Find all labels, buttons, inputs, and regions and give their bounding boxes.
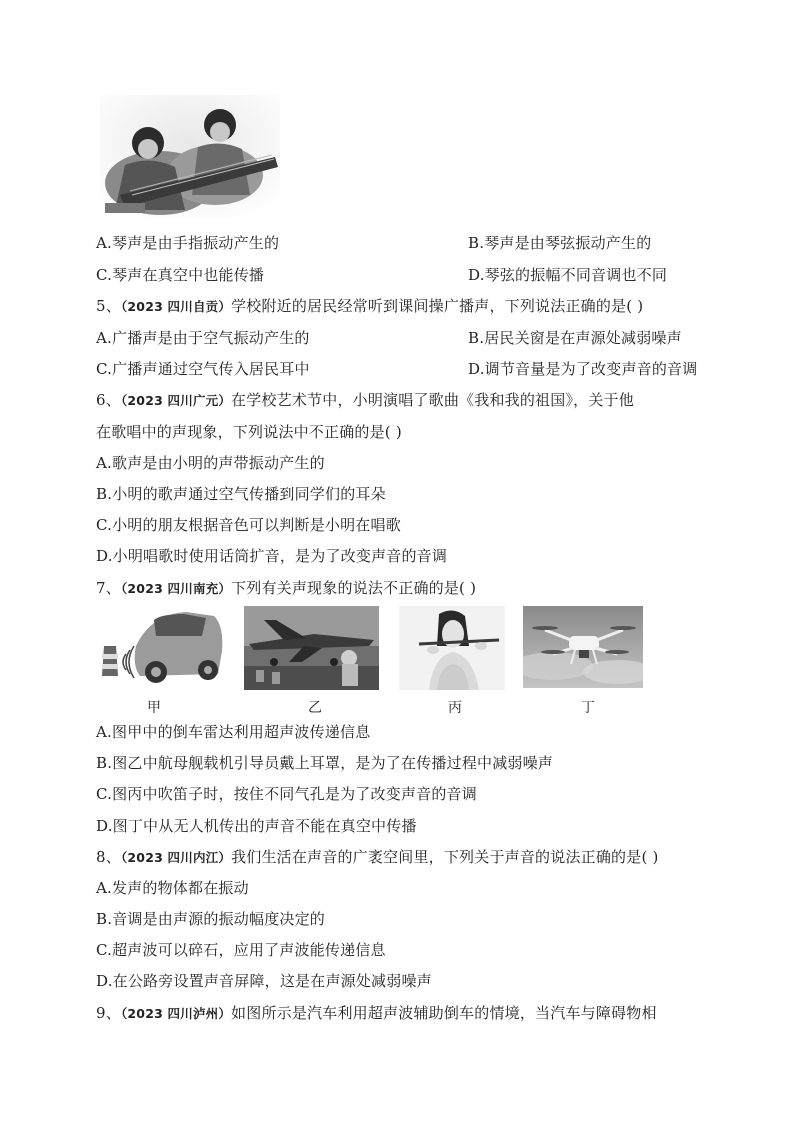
q5-option-b[interactable]: B.居民关窗是在声源处减弱噪声 bbox=[468, 329, 682, 347]
q9-number: 9、 bbox=[96, 1004, 121, 1022]
q6-option-a[interactable]: A.歌声是由小明的声带振动产生的 bbox=[96, 454, 325, 472]
figure-bing-flute-player bbox=[399, 606, 505, 690]
q5-stem bbox=[96, 296, 643, 317]
q9-stem bbox=[96, 1003, 657, 1024]
q8-option-b[interactable]: B.音调是由声源的振动幅度决定的 bbox=[96, 910, 325, 928]
q6-stem-line-2: 在歌唱中的声现象，下列说法中不正确的是( ) bbox=[96, 423, 402, 441]
q4-option-c[interactable]: C.琴声在真空中也能传播 bbox=[96, 266, 265, 284]
q5-option-d[interactable]: D.调节音量是为了改变声音的音调 bbox=[468, 360, 698, 378]
q7-option-b[interactable]: B.图乙中航母舰载机引导员戴上耳罩，是为了在传播过程中减弱噪声 bbox=[96, 754, 553, 772]
q5-option-a[interactable]: A.广播声是由于空气振动产生的 bbox=[96, 329, 310, 347]
q8-option-a[interactable]: A.发声的物体都在振动 bbox=[96, 879, 249, 897]
q7-source-tag: （2023 四川南充） bbox=[120, 581, 232, 596]
q8-option-c[interactable]: C.超声波可以碎石，应用了声波能传递信息 bbox=[96, 941, 386, 959]
guzheng-photo bbox=[100, 95, 280, 217]
q7-number: 7、 bbox=[96, 579, 121, 597]
q4-option-row-2 bbox=[96, 265, 668, 285]
q5-option-row-1 bbox=[96, 328, 682, 348]
caption-jia: 甲 bbox=[147, 700, 161, 716]
q4-option-d[interactable]: D.琴弦的振幅不同音调也不同 bbox=[468, 266, 668, 284]
figure-yi-fighter-jet bbox=[244, 606, 379, 690]
q6-source-tag: （2023 四川广元） bbox=[120, 393, 232, 408]
q4-option-a[interactable]: A.琴声是由手指振动产生的 bbox=[96, 234, 280, 252]
q5-source-tag: （2023 四川自贡） bbox=[120, 299, 232, 314]
q5-stem-text: 学校附近的居民经常听到课间操广播声，下列说法正确的是( ) bbox=[231, 297, 644, 315]
q4-option-b[interactable]: B.琴声是由琴弦振动产生的 bbox=[468, 234, 652, 252]
q5-option-c[interactable]: C.广播声通过空气传入居民耳中 bbox=[96, 360, 310, 378]
q6-option-b[interactable]: B.小明的歌声通过空气传播到同学们的耳朵 bbox=[96, 485, 386, 503]
figure-jia-car-radar bbox=[96, 606, 226, 690]
q6-number: 6、 bbox=[96, 391, 121, 409]
q6-option-d[interactable]: D.小明唱歌时使用话筒扩音，是为了改变声音的音调 bbox=[96, 547, 448, 565]
figure-ding-drone bbox=[523, 606, 643, 688]
q8-option-d[interactable]: D.在公路旁设置声音屏障，这是在声源处减弱噪声 bbox=[96, 972, 432, 990]
q8-stem-text: 我们生活在声音的广袤空间里，下列关于声音的说法正确的是( ) bbox=[231, 848, 659, 866]
q5-option-row-2 bbox=[96, 359, 698, 379]
q7-option-a[interactable]: A.图甲中的倒车雷达利用超声波传递信息 bbox=[96, 723, 371, 741]
q4-option-row-1 bbox=[96, 233, 652, 253]
q9-source-tag: （2023 四川泸州） bbox=[120, 1006, 232, 1021]
q7-option-c[interactable]: C.图丙中吹笛子时，按住不同气孔是为了改变声音的音调 bbox=[96, 785, 477, 803]
q7-stem-text: 下列有关声现象的说法不正确的是( ) bbox=[231, 579, 477, 597]
q6-option-c[interactable]: C.小明的朋友根据音色可以判断是小明在唱歌 bbox=[96, 516, 401, 534]
q7-stem bbox=[96, 578, 476, 599]
q9-stem-text: 如图所示是汽车利用超声波辅助倒车的情境，当汽车与障碍物相 bbox=[231, 1004, 657, 1022]
q8-stem bbox=[96, 847, 659, 868]
q5-number: 5、 bbox=[96, 297, 121, 315]
caption-bing: 丙 bbox=[448, 700, 462, 716]
caption-yi: 乙 bbox=[308, 700, 322, 716]
q6-stem-text-1: 在学校艺术节中，小明演唱了歌曲《我和我的祖国》，关于他 bbox=[231, 391, 634, 409]
q8-source-tag: （2023 四川内江） bbox=[120, 850, 232, 865]
q6-stem bbox=[96, 390, 634, 411]
q8-number: 8、 bbox=[96, 848, 121, 866]
caption-ding: 丁 bbox=[581, 700, 595, 716]
q7-option-d[interactable]: D.图丁中从无人机传出的声音不能在真空中传播 bbox=[96, 817, 417, 835]
